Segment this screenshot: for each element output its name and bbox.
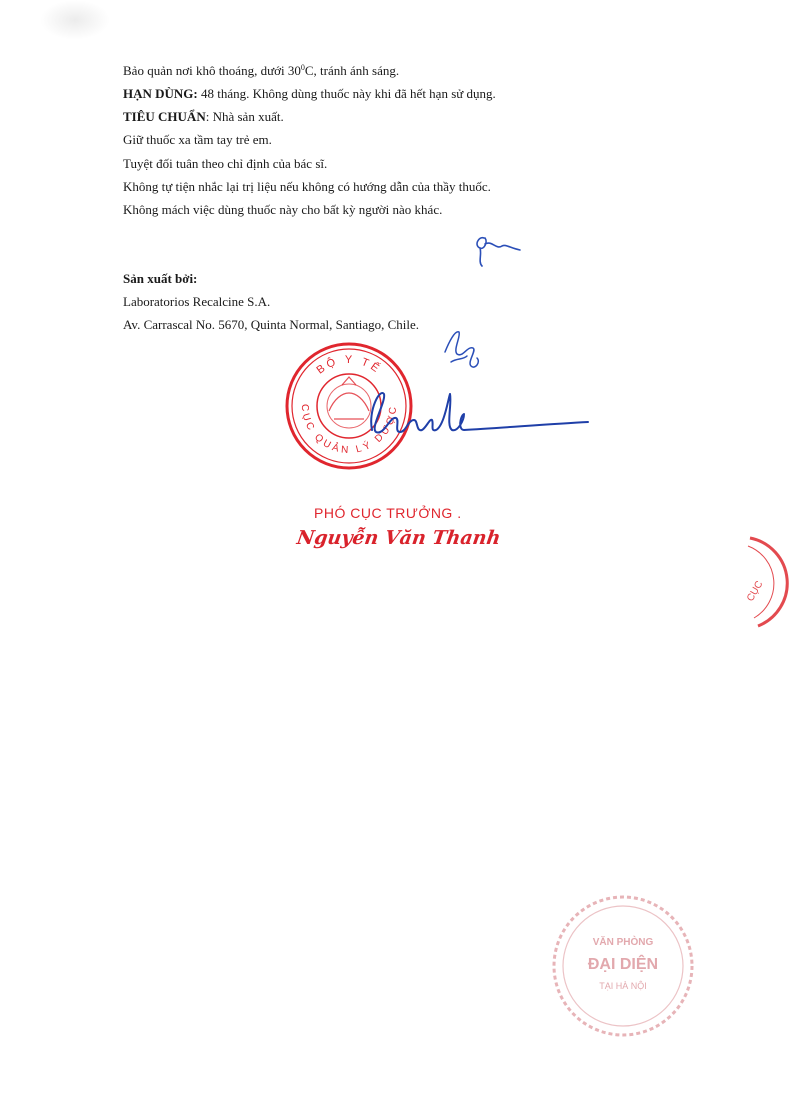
standard-label: TIÊU CHUẨN — [123, 109, 206, 124]
faded-stamp-line: ĐẠI DIỆN — [587, 956, 659, 973]
manufacturer-address: Av. Carrascal No. 5670, Quinta Normal, Santiago, Chile. — [123, 317, 420, 332]
svg-text:BỘ Y TẾ — [314, 354, 384, 377]
storage-text: Bảo quản nơi khô thoáng, dưới 30 — [123, 63, 301, 78]
director-signature-icon — [360, 380, 590, 450]
stamp-top-text: BỘ Y TẾ — [314, 353, 384, 377]
faded-stamp-line: VĂN PHÒNG — [592, 937, 654, 948]
standard-text: : Nhà sản xuất. — [205, 109, 284, 124]
faded-office-stamp — [550, 893, 696, 1039]
degree-superscript: 0 — [300, 63, 305, 72]
warning-line: Giữ thuốc xa tầm tay trẻ em. — [123, 132, 272, 147]
warning-line: Không mách việc dùng thuốc này cho bất kỳ người nào khác. — [123, 202, 443, 217]
faded-stamp-line: TẠI HÀ NỘI — [599, 981, 647, 991]
storage-text-end: C, tránh ánh sáng. — [304, 63, 400, 78]
scan-smudge — [40, 0, 110, 40]
initial-signature-icon — [470, 232, 530, 272]
shelf-life-label: HẠN DÙNG: — [123, 86, 198, 101]
edge-stamp-text: CỤC — [745, 579, 766, 604]
stamp-bottom-text: CỤC QUẢN LÝ DƯỢC — [298, 403, 400, 457]
shelf-life-line — [123, 86, 496, 102]
standard-line — [123, 109, 284, 125]
storage-line — [123, 63, 399, 79]
shelf-life-text: 48 tháng. Không dùng thuốc này khi đã hết hạn sử dụng. — [197, 86, 496, 101]
stamp-title: PHÓ CỤC TRƯỞNG . — [314, 505, 462, 521]
initial-signature-icon — [437, 322, 487, 377]
manufacturer-name: Laboratorios Recalcine S.A. — [123, 294, 271, 309]
warning-line: Không tự tiện nhắc lại trị liệu nếu không có hướng dẫn của thầy thuốc. — [123, 179, 491, 194]
manufacturer-heading: Sản xuất bởi: — [123, 271, 198, 286]
warning-line: Tuyệt đối tuân theo chỉ định của bác sĩ. — [123, 156, 328, 171]
partial-edge-stamp — [700, 532, 800, 632]
signer-name: Nguyễn Văn Thanh — [295, 527, 502, 549]
